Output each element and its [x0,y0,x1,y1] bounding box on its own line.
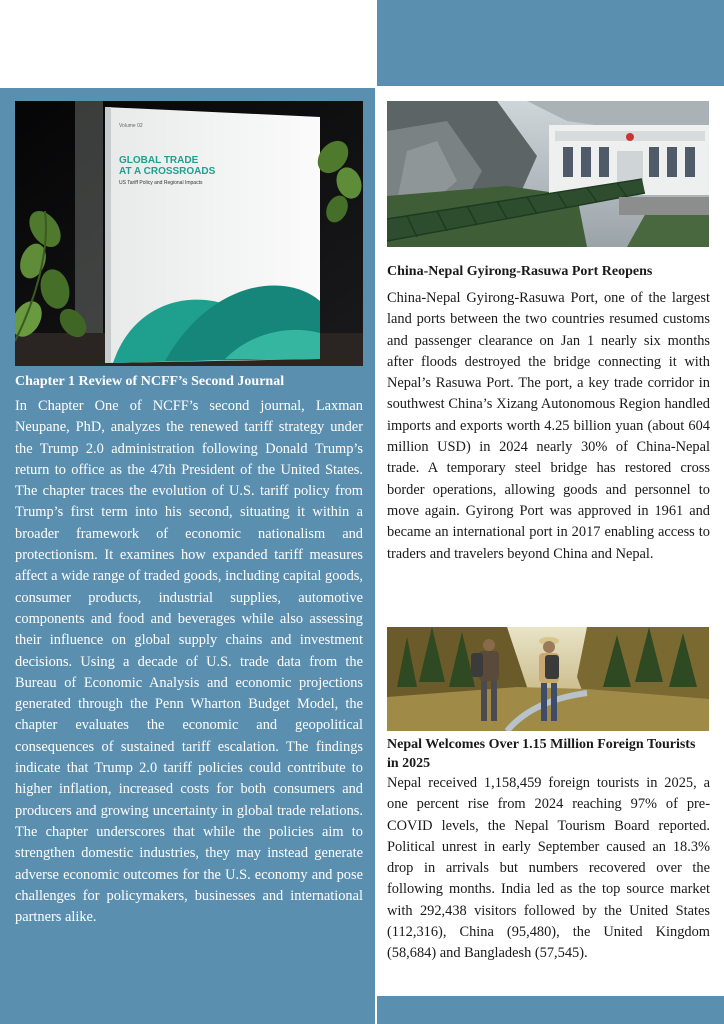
left-article-heading: Chapter 1 Review of NCFF’s Second Journal [15,374,285,389]
port-photo-illustration [387,101,709,247]
journal-cover-subtitle: US Tariff Policy and Regional Impacts [119,180,203,186]
left-article-body: In Chapter One of NCFF’s second journal, Laxman Neupane, PhD, analyzes the renewed tariff strategy under the Trump 2.0 administration following Donald Trump’s return to office as the 47th President of the United States. The chapter traces the evolution of U.S. tariff policy from Trump’s first term into his second, situating it within a broader framework of economic nationalism and protectionism. It examines how expanded tariff measures affect a wide range of traded goods, including capital goods, consumer products, industrial supplies, automotive components and food and beverages while also assessing their influence on global supply chains and investment decisions. Using a decade of U.S. trade data from the Bureau of Economic Analysis and economic projections generated through the Penn Wharton Budget Model, the chapter evaluates the economic and geopolitical consequences of sustained tariff escalation. The findings indicate that Trump 2.0 tariff policies could contribute to higher inflation, increased costs for both consumers and producers and growing uncertainty in global trade relations. The chapter underscores that while the policies aim to strengthen domestic industries, they may instead generate adverse economic outcomes for the U.S. economy and pose challenges for policymakers, businesses and international partners alike. [15,398,363,926]
journal-photo-illustration [15,101,363,366]
journal-cover-photo [15,101,363,366]
bottom-right-color-block [377,996,724,1024]
port-photo [387,101,709,247]
journal-volume-label: Volume 02 [119,123,143,129]
tourism-article-heading: Nepal Welcomes Over 1.15 Million Foreign Tourists in 2025 [387,737,696,771]
hikers-photo-illustration [387,627,709,731]
hikers-photo [387,627,709,731]
port-article-heading: China-Nepal Gyirong-Rasuwa Port Reopens [387,264,653,279]
tourism-article-body: Nepal received 1,158,459 foreign tourists in 2025, a one percent rise from 2024 reaching 97% of pre-COVID levels, the Nepal Tourism Board reported. Political unrest in early September caused an 18.3% drop in arrivals but numbers recovered over the following months. India led as the top source market with 292,438 visitors followed by the United States (112,316), China (95,480), the United Kingdom (58,684) and Bangladesh (57,545). [387,775,710,962]
journal-cover-title [119,155,215,177]
top-right-color-block [377,0,724,86]
journal-title-line2: AT A CROSSROADS [119,166,216,177]
port-article-body: China-Nepal Gyirong-Rasuwa Port, one of the largest land ports between the two countries resumed customs and passenger clearance on Jan 1 nearly six months after floods destroyed the bridge connecting it with Nepal’s Rasuwa Port. The port, a key trade corridor in southwest China’s Xizang Autonomous Region handled imports and exports worth 4.25 billion yuan (about 604 million USD) in 2024 nearly 30% of China-Nepal trade. A temporary steel bridge has restored cross border operations, allowing goods and personnel to move again. Gyirong Port was approved in 1961 and became an international port in 2017 enabling access to traders and travelers beyond China and Nepal. [387,290,710,562]
journal-title-line1: GLOBAL TRADE [119,155,199,166]
